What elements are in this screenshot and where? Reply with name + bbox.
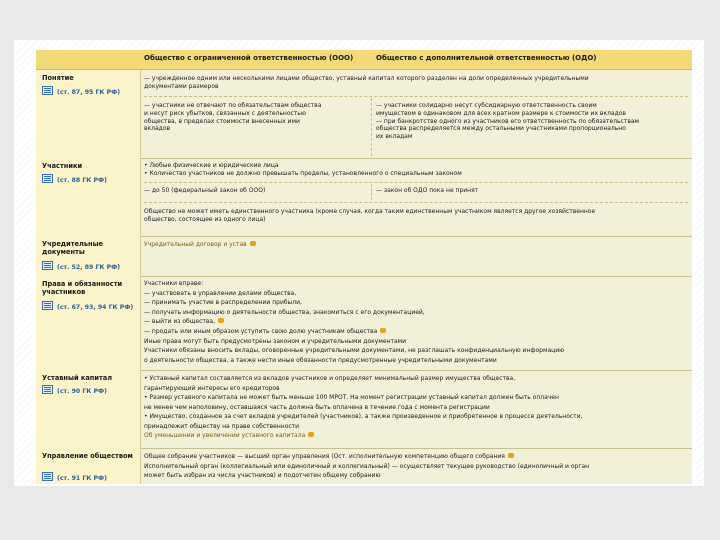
capital-change-link[interactable]: Об уменьшении и увеличении уставного капитала (144, 432, 306, 439)
text-line: • Уставный капитал составляется из вкладов участников и определяет минимальный размер имущества общества, (144, 375, 516, 382)
text-line: документами размеров (144, 82, 219, 90)
article-reference[interactable] (42, 174, 107, 184)
row-label (36, 370, 141, 448)
page-margin-right (704, 40, 720, 486)
members-note (144, 208, 595, 224)
text-line: и несут риск убытков, связанных с деятельностью (144, 109, 306, 117)
comparison-table (36, 50, 692, 484)
row-title: Права и обязанности участников (42, 280, 123, 296)
text-line: имуществом в одинаковом для всех кратном размере к стоимости их вкладов (376, 109, 626, 117)
text-line: — участвовать в управлении делами общества, (144, 289, 297, 297)
management-text (144, 452, 589, 481)
row-title: Понятие (42, 74, 74, 82)
concept-odo (376, 102, 639, 141)
text-line: — участники солидарно несут субсидиарную ответственность своим (376, 102, 597, 109)
text-line: — выйти из общества, (144, 318, 216, 326)
text-line: принадлежит обществу на праве собственности (144, 422, 300, 430)
concept-common (144, 75, 589, 91)
row-charter-capital (36, 370, 692, 449)
text-line: Общее собрание участников — высший орган управления (Ост. исполнительную компетенцию общего собрания (144, 453, 505, 460)
header-odo: Общество с дополнительной ответственностью (ОДО) (376, 54, 597, 62)
page-margin-top (0, 0, 720, 40)
text-line: Иные права могут быть предусмотрены законом и учредительными документами (144, 337, 407, 345)
row-label (36, 70, 141, 158)
article-reference-text: (ст. 90 ГК РФ) (57, 388, 108, 395)
row-title: Участники (42, 162, 83, 170)
rights-text (144, 279, 564, 365)
text-line: • Размер уставного капитала не может быть меньше 100 МРОТ. На момент регистрации уставный капитал должен быть оплачен (144, 394, 559, 401)
row-title: Управление обществом (42, 452, 133, 460)
divider (144, 96, 688, 97)
row-management (36, 448, 692, 484)
text-line: Общество не может иметь единственного участника (кроме случая, когда таким единственным участником является другое хозяйственное (144, 208, 596, 215)
text-line: — до 50 (федеральный закон об ООО) (144, 187, 266, 194)
text-line: гарантирующий интересы его кредиторов (144, 384, 280, 392)
text-line: о деятельности общества, а также нести иные обязанности предусмотренные учредительными документами (144, 356, 497, 364)
divider (371, 184, 372, 200)
row-label (36, 276, 141, 370)
founding-text (144, 241, 256, 249)
note-icon[interactable] (380, 328, 386, 333)
page-margin-bottom (0, 486, 720, 540)
row-members (36, 158, 692, 237)
book-icon (42, 174, 53, 183)
divider (144, 202, 688, 203)
row-title: Уставный капитал (42, 374, 113, 382)
members-common (144, 162, 462, 178)
text-line: общество, состоящее из одного лица) (144, 215, 266, 223)
capital-text (144, 374, 582, 441)
text-line: не менее чем наполовину, оставшаяся часть должна быть оплачена в течение года с момента регистрации (144, 403, 490, 411)
article-reference-text: (ст. 91 ГК РФ) (57, 475, 108, 482)
row-label (36, 158, 141, 236)
row-founding-documents (36, 236, 692, 277)
members-ooo (144, 187, 265, 195)
text-line: — учрежденное одним или несколькими лицами общество, уставный капитал которого разделен на доли определенных учредительными (144, 75, 589, 82)
table-header (36, 50, 692, 70)
text-line: — продать или иным образом уступить свою долю участникам общества (144, 327, 378, 335)
book-icon (42, 86, 53, 95)
article-reference[interactable] (42, 301, 133, 311)
text-line: вкладов (144, 125, 171, 133)
divider (371, 98, 372, 156)
text-line: их вкладам (376, 133, 413, 141)
article-reference-text: (ст. 87, 95 ГК РФ) (57, 89, 121, 96)
text-line: — при банкротстве одного из участников его ответственность по обязательствам (376, 117, 640, 125)
row-rights-duties (36, 276, 692, 371)
founding-documents-link[interactable]: Учредительный договор и устав (144, 241, 247, 248)
article-reference[interactable] (42, 472, 107, 482)
note-icon[interactable] (508, 453, 514, 458)
note-icon[interactable] (250, 241, 256, 246)
note-icon[interactable] (308, 432, 314, 437)
row-title: Учредительные документы (42, 240, 104, 256)
text-line: общества распределяется между остальными участниками пропорционально (376, 125, 626, 133)
text-line: — участники не отвечают по обязательствам общества (144, 102, 322, 109)
text-line: общества, в пределах стоимости внесенных ими (144, 117, 300, 125)
header-ooo: Общество с ограниченной ответственностью (ООО) (144, 54, 354, 62)
note-icon[interactable] (218, 318, 224, 323)
row-concept (36, 70, 692, 159)
book-icon (42, 301, 53, 310)
text-line: Участники вправе: (144, 280, 204, 287)
text-line: • Имущество, созданное за счет вкладов учредителей (участников), а также произведенное и приобретенное в процессе деятельности, (144, 413, 583, 420)
article-reference[interactable] (42, 86, 120, 96)
divider (144, 182, 688, 183)
book-icon (42, 472, 53, 481)
members-odo (376, 187, 478, 195)
concept-ooo (144, 102, 321, 133)
row-label (36, 236, 141, 276)
text-line: — принимать участие в распределении прибыли, (144, 299, 302, 307)
text-line: — закон об ОДО пока не принят (376, 187, 479, 194)
text-line: может быть избран из числа участников) и подотчетен общему собранию (144, 472, 381, 479)
article-reference-text: (ст. 67, 93, 94 ГК РФ) (57, 304, 134, 311)
book-icon (42, 261, 53, 270)
row-label (36, 448, 141, 484)
article-reference-text: (ст. 52, 89 ГК РФ) (57, 264, 121, 271)
text-line: • Количество участников не должно превышать пределы, установленного о специальным законом (144, 169, 462, 177)
article-reference-text: (ст. 88 ГК РФ) (57, 177, 108, 184)
article-reference[interactable] (42, 385, 107, 395)
text-line: — получать информацию о деятельности общества, знакомиться с его документацией, (144, 308, 425, 316)
page-margin-left (0, 40, 14, 486)
text-line: Участники обязаны вносить вклады, оговоренные учредительными документами, не разглашать конфиденциальную информацию (144, 347, 565, 355)
text-line: Исполнительный орган (коллегиальный или единоличный и коллегиальный) — осуществляет текущее руководство (единоличный и орган (144, 462, 590, 470)
text-line: • Любые физические и юридические лица (144, 162, 279, 169)
book-icon (42, 385, 53, 394)
article-reference[interactable] (42, 261, 120, 271)
